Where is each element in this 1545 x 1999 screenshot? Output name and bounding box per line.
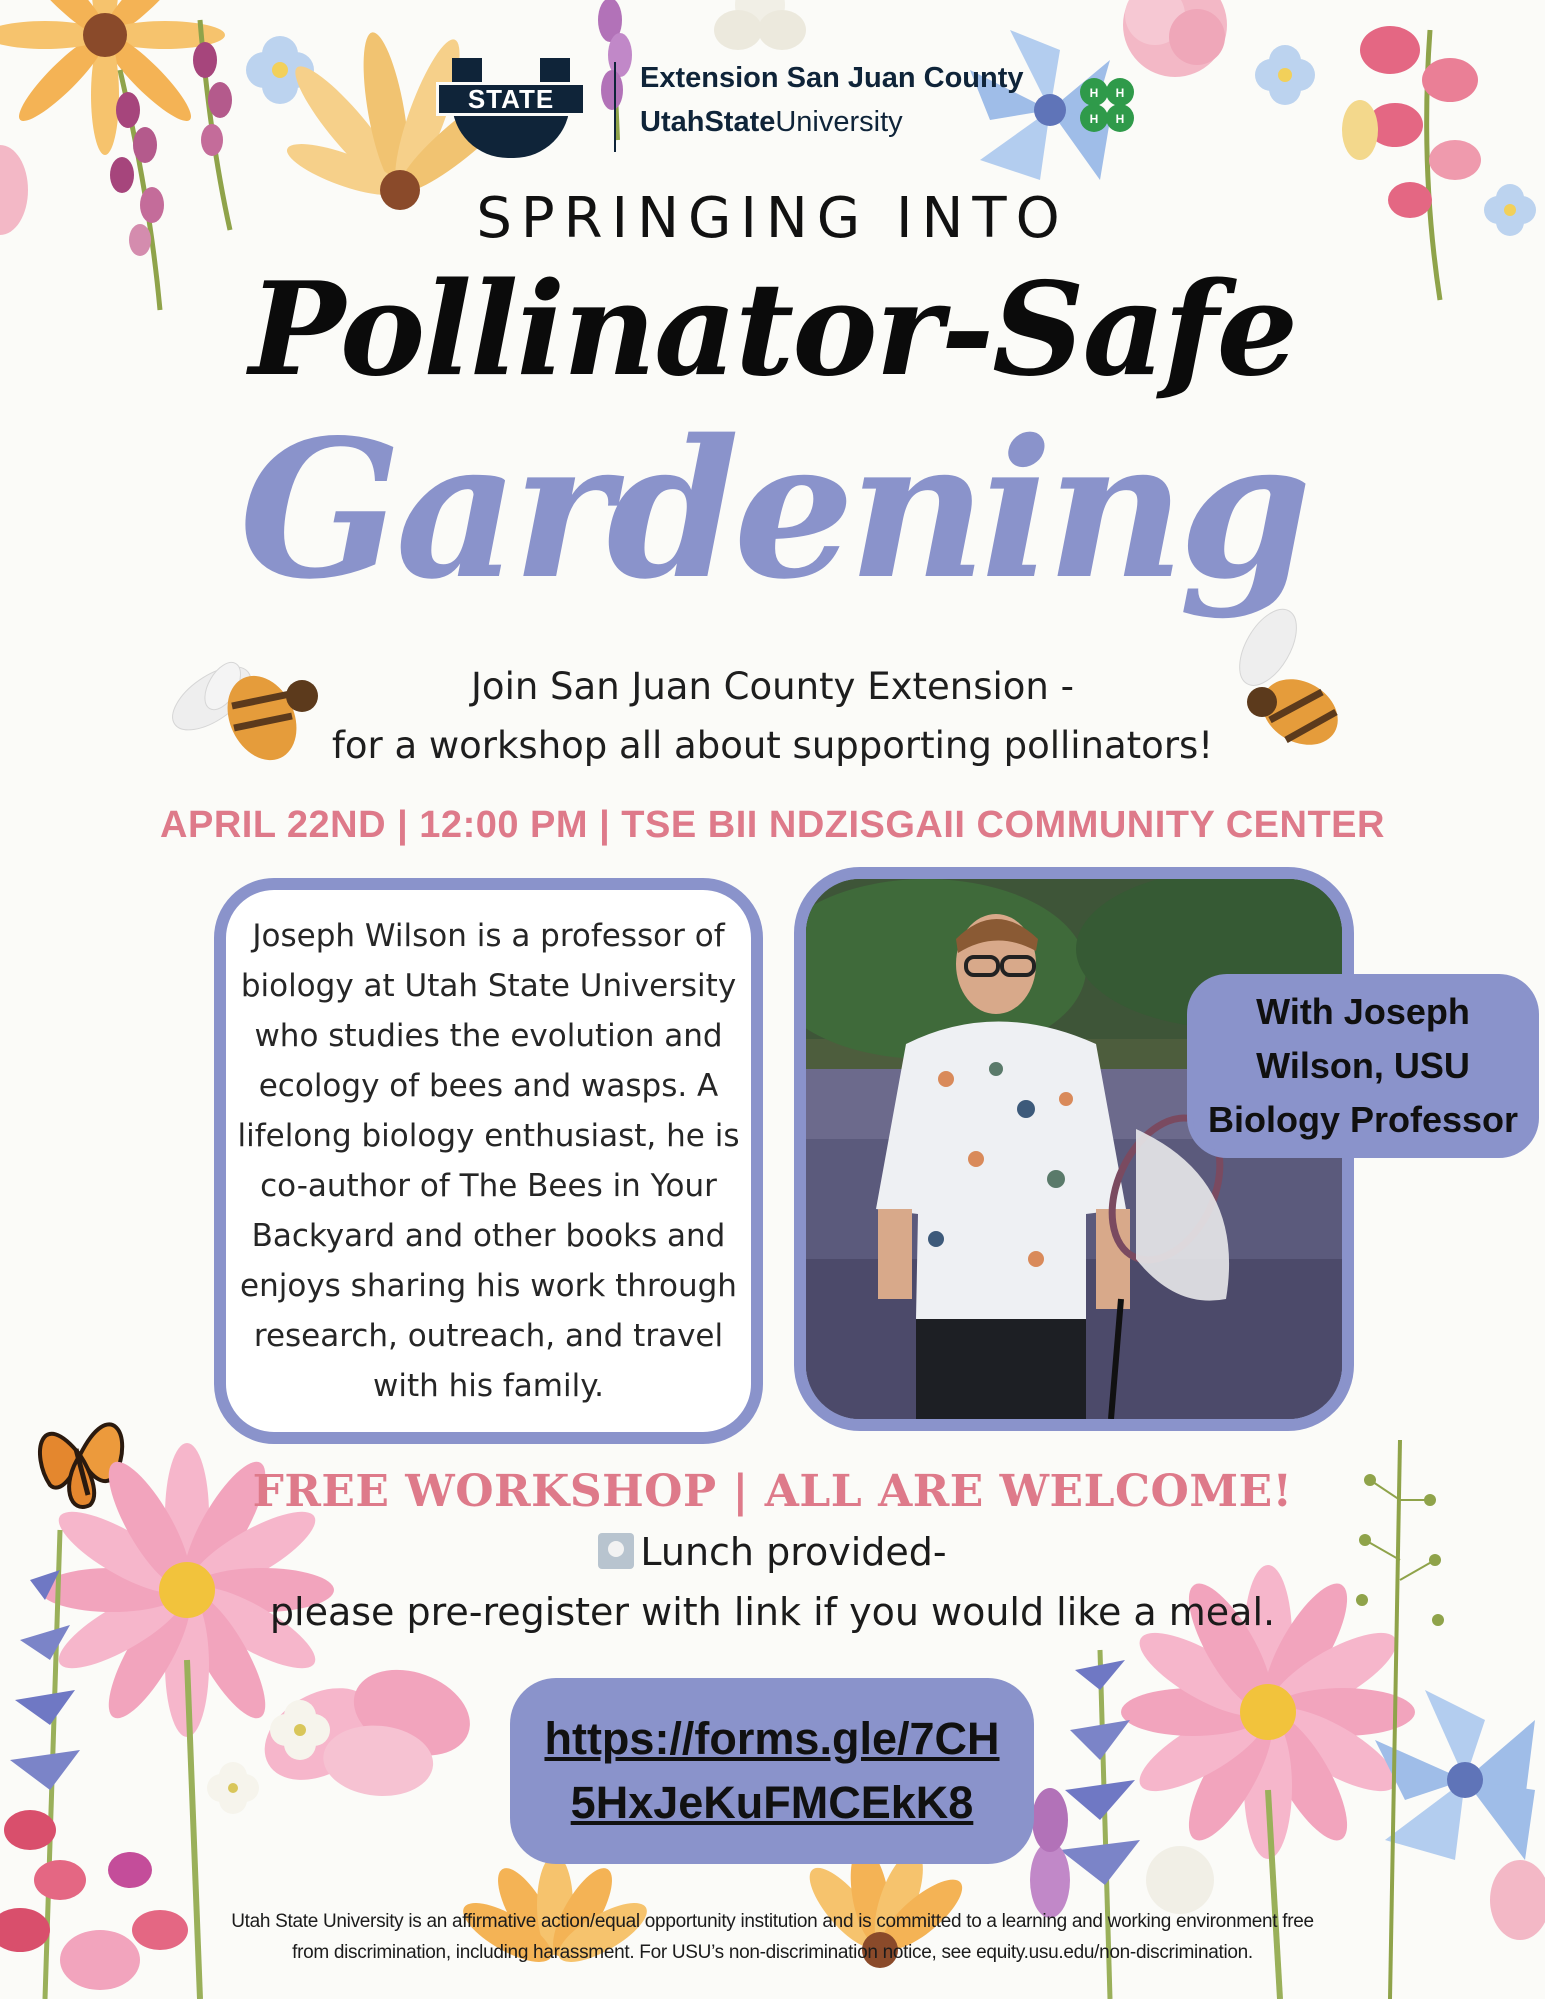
flower-decoration [0, 0, 225, 155]
title-gardening: Gardening [239, 398, 1306, 621]
event-details: APRIL 22ND | 12:00 PM | TSE BII NDZISGAII COMMUNITY CENTER [160, 804, 1385, 846]
disclaimer [140, 1906, 1405, 1968]
logo-divider [614, 62, 616, 152]
university-name-rest: University [775, 106, 903, 138]
registration-link[interactable] [544, 1707, 999, 1835]
usu-state-logo [436, 52, 586, 162]
svg-text:H: H [1089, 112, 1099, 126]
flower-decoration [207, 1762, 259, 1814]
title-springing-into: SPRINGING INTO [476, 186, 1069, 251]
lunch-line [0, 1530, 1545, 1574]
badge-line-3: Biology Professor [1207, 1099, 1519, 1140]
flower-decoration [714, 0, 806, 50]
university-name [640, 106, 903, 139]
intro-line-1: Join San Juan County Extension - [471, 665, 1074, 708]
registration-link-box [510, 1678, 1034, 1864]
flower-decoration [1255, 45, 1315, 105]
intro-line-2: for a workshop all about supporting pollinators! [331, 724, 1214, 767]
registration-link-line-2[interactable]: 5HxJeKuFMCEkK8 [570, 1777, 974, 1828]
speaker-bio-box [214, 878, 763, 1444]
registration-link-line-1[interactable]: https://forms.gle/7CH [544, 1713, 1000, 1764]
free-workshop-line: FREE WORKSHOP | ALL ARE WELCOME! [252, 1466, 1293, 1517]
disclaimer-line-1: Utah State University is an affirmative action/equal opportunity institution and is committed to a learning and working environment free [231, 1911, 1314, 1932]
flower-decoration [1123, 0, 1227, 77]
badge-line-2: Wilson, USU [1256, 1045, 1470, 1086]
university-name-bold: UtahState [640, 106, 776, 138]
extension-name: Extension San Juan County [640, 62, 1024, 94]
speaker-name-badge [1193, 980, 1533, 1152]
clover-4h-icon [1076, 74, 1138, 136]
lunch-text: Lunch provided- [640, 1530, 947, 1574]
badge-line-1: With Joseph [1256, 991, 1470, 1032]
speaker-bio-text: Joseph Wilson is a professor of biology at Utah State University who studies the evolution and ecology of bees and wasps. A lifelong biology enthusiast, he is co-author of The Bees in Your Backyard and other books and enjoys sharing his work through research, outreach, and travel with his family. [237, 918, 740, 1404]
title-pollinator-safe: Pollinator-Safe [249, 255, 1296, 405]
svg-text:H: H [1115, 86, 1125, 100]
disclaimer-line-2: from discrimination, including harassment. For USU’s non-discrimination notice, see equity.usu.edu/non-discrimination. [292, 1942, 1253, 1963]
meal-icon [598, 1533, 634, 1569]
register-line: please pre-register with link if you would like a meal. [269, 1590, 1276, 1634]
svg-text:H: H [1115, 112, 1125, 126]
svg-text:H: H [1089, 86, 1099, 100]
logo-state-word: STATE [436, 82, 586, 116]
